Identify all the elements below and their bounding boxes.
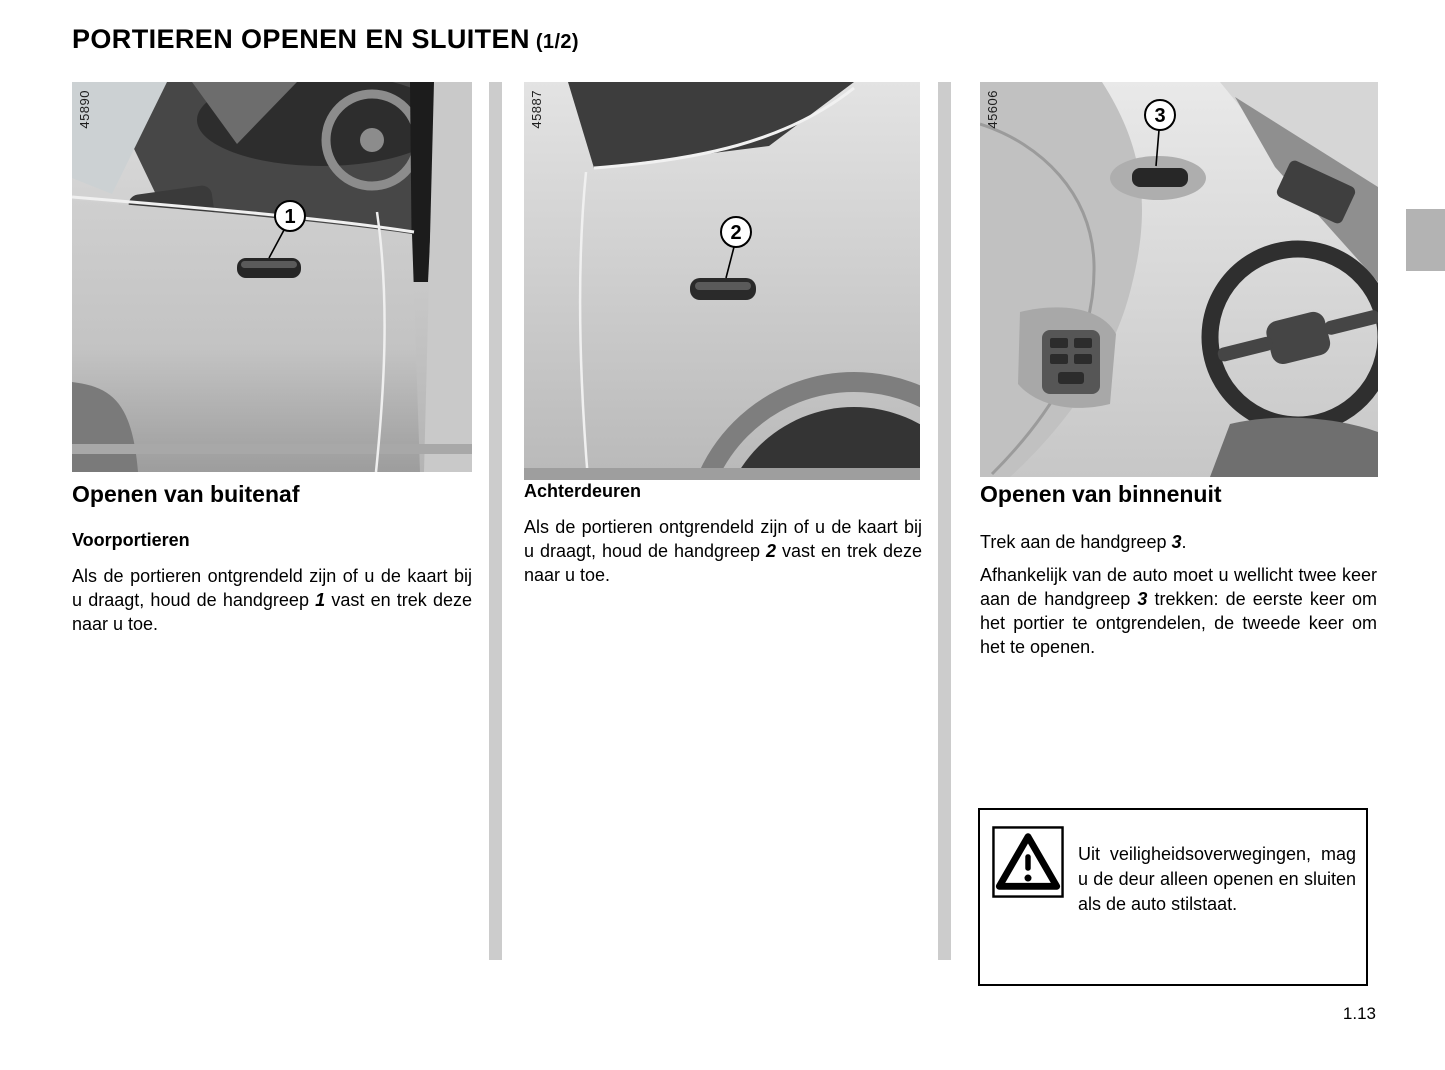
- handle-number-ref-1: 1: [315, 590, 326, 610]
- warning-text: Uit veiligheidsoverwegingen, mag u de deur alleen openen en sluiten als de auto stilstaat.: [1078, 844, 1356, 914]
- figure-rear-door-exterior: [524, 82, 920, 480]
- handle-number-ref-3: 3: [1171, 532, 1182, 552]
- callout-number-3: 3: [1154, 105, 1166, 127]
- callout-number-2: 2: [730, 222, 742, 244]
- handle-number-ref-3b: 3: [1137, 589, 1148, 609]
- page-number: 1.13: [1342, 1004, 1376, 1023]
- subsection-front-doors: Voorportieren: [72, 530, 190, 550]
- front-door-instructions: Als de portieren ontgrendeld zijn of u de kaart bij u draagt, houd de handgreep 1 vast en trek deze naar u toe.: [72, 566, 473, 634]
- inside-instruction-2: Afhankelijk van de auto moet u wellicht twee keer aan de handgreep 3 trekken: de eerste keer om het portier te ontgrendelen, de tweede keer om het te openen.: [980, 565, 1377, 657]
- section-heading-inside: Openen van binnenuit: [980, 481, 1222, 507]
- callout-number-1: 1: [284, 206, 296, 228]
- front-door-illustration: [72, 82, 472, 472]
- rear-door-instructions: Als de portieren ontgrendeld zijn of u de kaart bij u draagt, houd de handgreep 2 vast en trek deze naar u toe.: [524, 517, 923, 585]
- rear-door-illustration: [524, 82, 920, 480]
- safety-warning-box: [978, 808, 1368, 986]
- interior-illustration: [980, 82, 1378, 477]
- page-title: [72, 24, 579, 55]
- chapter-edge-tab: [1406, 209, 1445, 271]
- handle-number-ref-2: 2: [766, 541, 777, 561]
- section-open-from-outside: [72, 481, 472, 645]
- subsection-rear-doors: Achterdeuren: [524, 481, 642, 501]
- warning-triangle-icon: [992, 826, 1064, 898]
- inside-instruction-1: Trek aan de handgreep 3.: [980, 532, 1187, 552]
- seat-shape: [1210, 418, 1378, 477]
- column-divider-left: [489, 82, 502, 960]
- page-title-text: PORTIEREN OPENEN EN SLUITEN: [72, 24, 530, 54]
- image-number-label: 45606: [985, 90, 1000, 129]
- page-title-suffix: (1/2): [535, 31, 579, 53]
- section-rear-doors: [524, 481, 922, 596]
- section-heading-outside: Openen van buitenaf: [72, 481, 300, 507]
- figure-front-door-exterior: [72, 82, 472, 472]
- image-number-label: 45890: [77, 90, 92, 129]
- section-open-from-inside: [980, 481, 1377, 668]
- figure-door-interior: [980, 82, 1378, 477]
- interior-door-handle: [1132, 168, 1188, 187]
- image-number-label: 45887: [529, 90, 544, 129]
- column-divider-right: [938, 82, 951, 960]
